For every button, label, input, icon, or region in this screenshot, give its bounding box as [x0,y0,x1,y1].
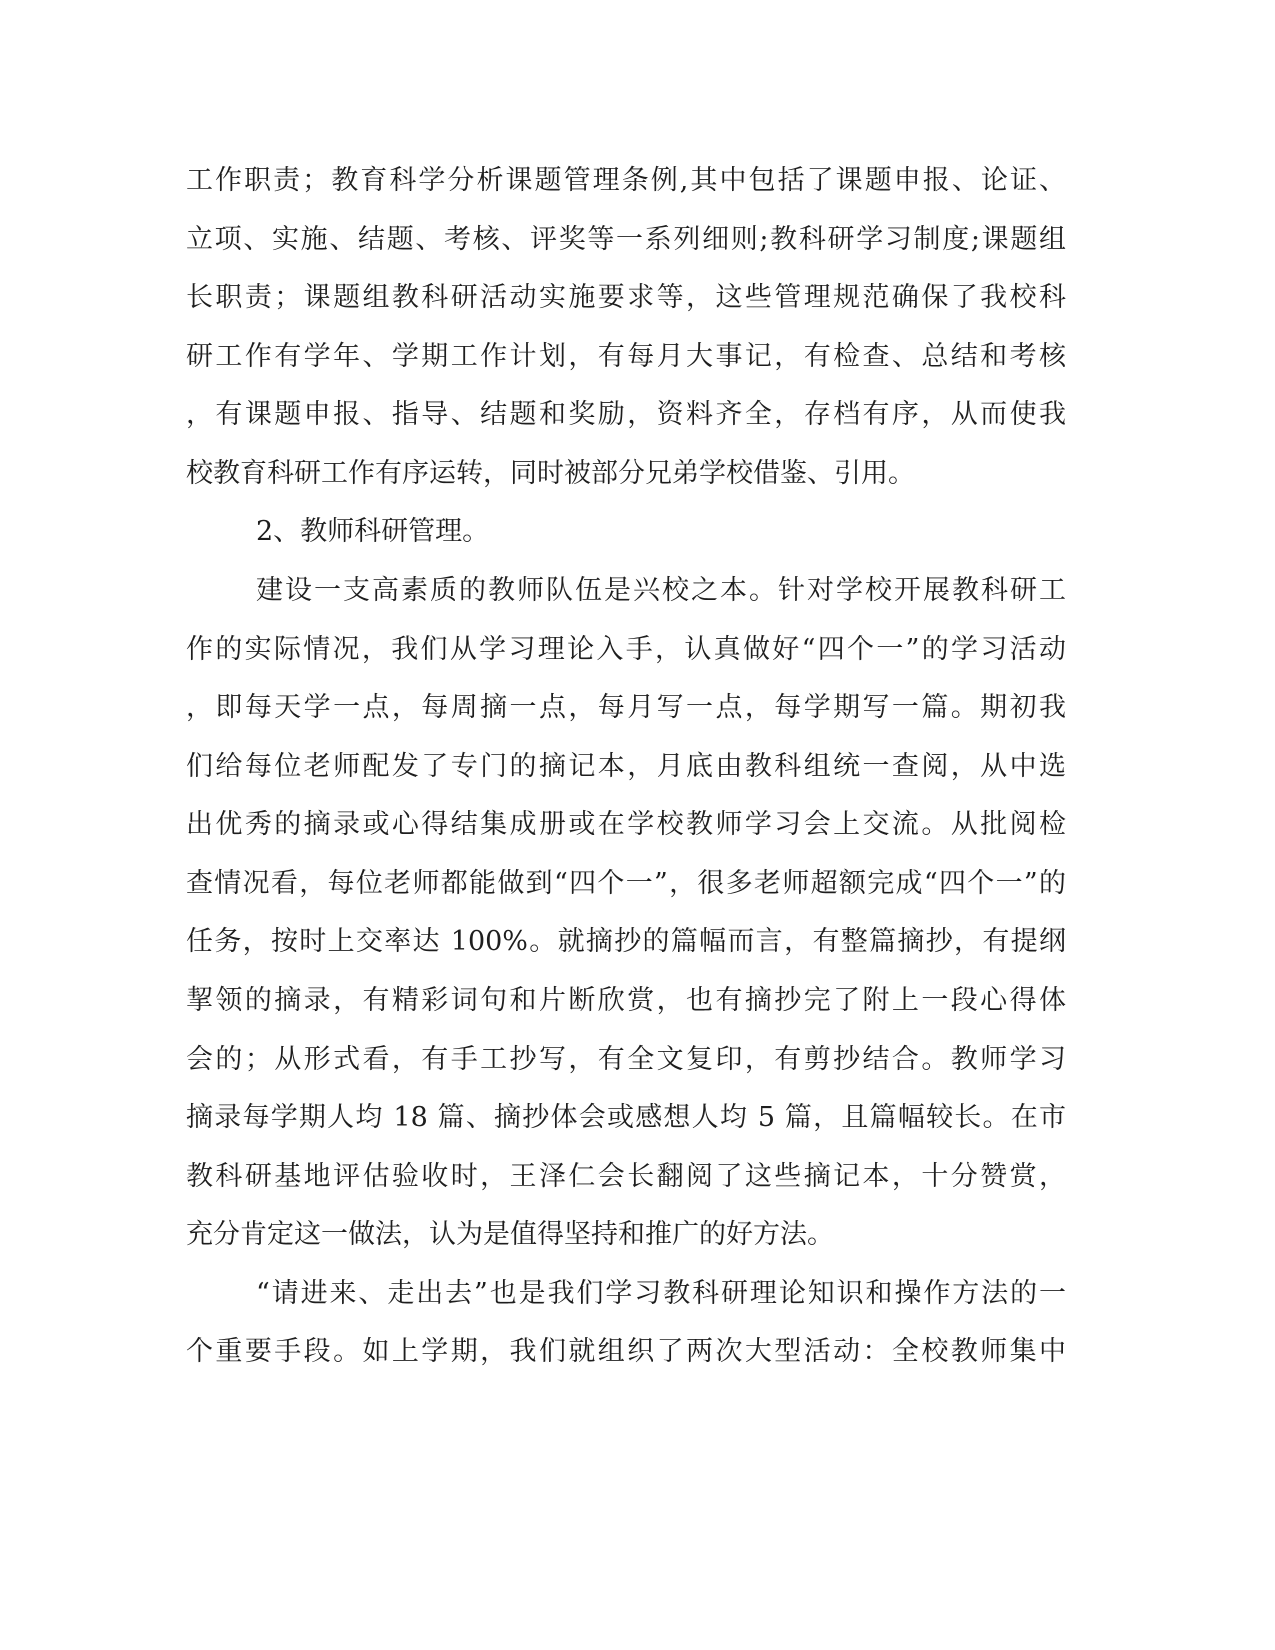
body-text-line: 立项、实施、结题、考核、评奖等一系列细则;教科研学习制度;课题组 [186,224,1066,255]
body-text-line: 教科研基地评估验收时，王泽仁会长翻阅了这些摘记本，十分赞赏， [186,1161,1066,1192]
body-text-line: “请进来、走出去”也是我们学习教科研理论知识和操作方法的一 [256,1278,1066,1309]
body-text-line: 建设一支高素质的教师队伍是兴校之本。针对学校开展教科研工 [256,575,1066,606]
body-text-line: 充分肯定这一做法，认为是值得坚持和推广的好方法。 [186,1219,834,1250]
body-text-line: 摘录每学期人均 18 篇、摘抄体会或感想人均 5 篇，且篇幅较长。在市 [186,1102,1066,1133]
body-text-line: 任务，按时上交率达 100%。就摘抄的篇幅而言，有整篇摘抄，有提纲 [186,926,1066,957]
body-text-line: 查情况看，每位老师都能做到“四个一”，很多老师超额完成“四个一”的 [186,868,1066,899]
body-text-line: 工作职责；教育科学分析课题管理条例,其中包括了课题申报、论证、 [186,165,1066,196]
body-text-line: 挈领的摘录，有精彩词句和片断欣赏，也有摘抄完了附上一段心得体 [186,985,1066,1016]
body-text-line: ，即每天学一点，每周摘一点，每月写一点，每学期写一篇。期初我 [186,692,1066,723]
body-text-line: ，有课题申报、指导、结题和奖励，资料齐全，存档有序，从而使我 [186,399,1066,430]
body-text-line: 会的；从形式看，有手工抄写，有全文复印，有剪抄结合。教师学习 [186,1044,1066,1075]
section-heading: 2、教师科研管理。 [256,516,490,547]
body-text-line: 长职责；课题组教科研活动实施要求等，这些管理规范确保了我校科 [186,282,1066,313]
body-text-line: 个重要手段。如上学期，我们就组织了两次大型活动：全校教师集中 [186,1336,1066,1367]
body-text-line: 研工作有学年、学期工作计划，有每月大事记，有检查、总结和考核 [186,341,1066,372]
body-text-line: 出优秀的摘录或心得结集成册或在学校教师学习会上交流。从批阅检 [186,809,1066,840]
body-text-line: 校教育科研工作有序运转，同时被部分兄弟学校借鉴、引用。 [186,458,915,489]
body-text-line: 作的实际情况，我们从学习理论入手，认真做好“四个一”的学习活动 [186,634,1066,665]
body-text-line: 们给每位老师配发了专门的摘记本，月底由教科组统一查阅，从中选 [186,751,1066,782]
